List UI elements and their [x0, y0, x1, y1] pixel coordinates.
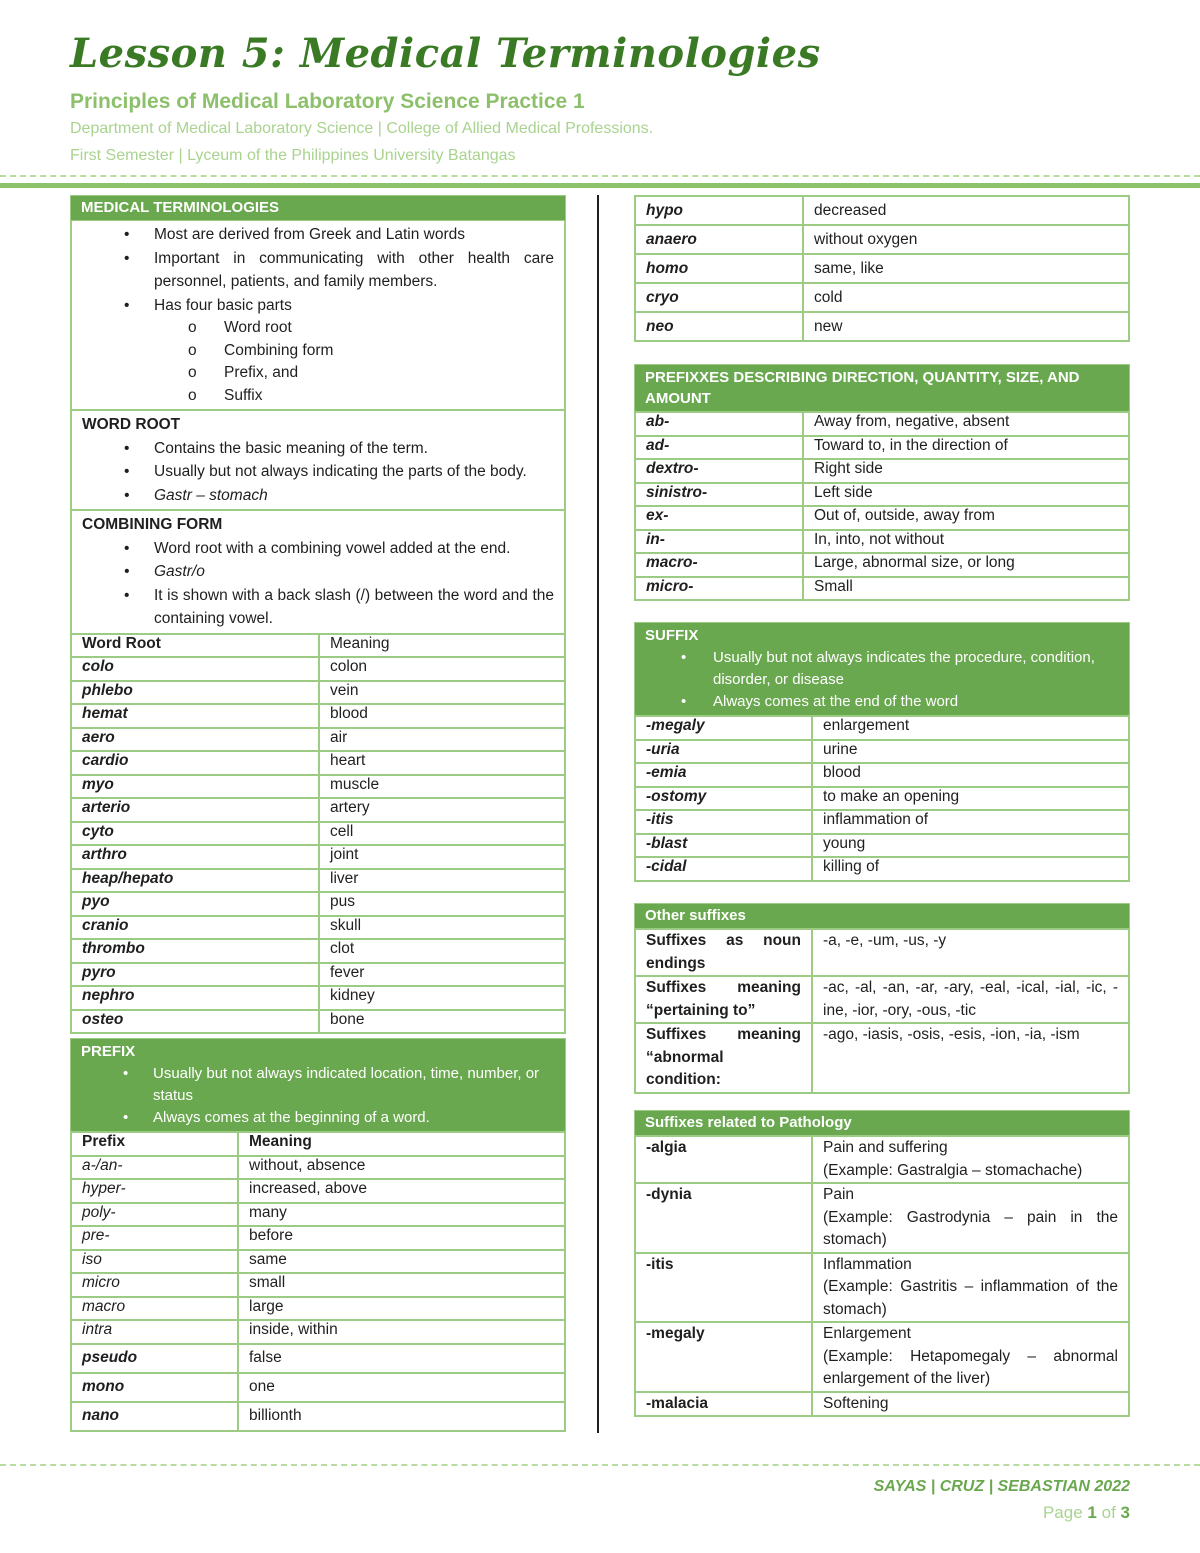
table-cell: joint [319, 845, 565, 869]
other-suffixes-block [634, 903, 1130, 1094]
section-title: PREFIX [81, 1043, 136, 1060]
meaning-text: Softening [823, 1394, 889, 1412]
direction-prefix-block [634, 364, 1130, 601]
page-title: Lesson 5: Medical Terminologies [70, 30, 821, 77]
suffix-table [634, 715, 1130, 882]
table-cell: -malacia [635, 1392, 812, 1417]
table-cell: Out of, outside, away from [803, 506, 1129, 530]
table-cell: billionth [238, 1402, 565, 1431]
table-cell: pyo [71, 892, 319, 916]
table-cell: -itis [635, 810, 812, 834]
bullet: • Important in communicating with other health care personnel, patients, and family members. [82, 247, 554, 294]
table-cell: -cidal [635, 857, 812, 881]
table-cell: -emia [635, 763, 812, 787]
table-cell: anaero [635, 225, 803, 254]
prefix-block [70, 1038, 566, 1432]
table-cell: inflammation of [812, 810, 1129, 834]
bullet: • Has four basic parts [82, 294, 554, 318]
table-cell: micro- [635, 577, 803, 601]
table-cell: air [319, 728, 565, 752]
table-cell: -blast [635, 834, 812, 858]
table-cell: enlargement [812, 716, 1129, 740]
total-pages: 3 [1120, 1503, 1130, 1522]
suffix-block [634, 622, 1130, 882]
example-text: (Example: Gastralgia – stomachache) [823, 1161, 1083, 1179]
semester-line: First Semester | Lyceum of the Philippines University Batangas [70, 147, 516, 164]
example-text: (Example: Gastrodynia – pain in the stomach) [823, 1208, 1118, 1248]
bullet: • Usually but not always indicated location, time, number, or status [81, 1063, 555, 1107]
table-cell: pyro [71, 963, 319, 987]
table-cell: -ac, -al, -an, -ar, -ary, -eal, -ical, -ial, -ic, -ine, -ior, -ory, -ous, -tic [812, 976, 1129, 1023]
table-cell: Suffixes meaning “pertaining to” [635, 976, 812, 1023]
table-cell: young [812, 834, 1129, 858]
table-cell: Large, abnormal size, or long [803, 553, 1129, 577]
table-cell: myo [71, 775, 319, 799]
bullet: • Gastr – stomach [82, 484, 554, 508]
table-cell: Right side [803, 459, 1129, 483]
table-cell: one [238, 1373, 565, 1402]
medical-terminologies-block [70, 195, 566, 1034]
of-word: of [1101, 1503, 1116, 1522]
bullet: • Gastr/o [82, 560, 554, 584]
table-cell: macro- [635, 553, 803, 577]
bullet: • Usually but not always indicating the parts of the body. [82, 460, 554, 484]
table-cell [812, 1392, 1129, 1417]
section-header: Suffixes related to Pathology [634, 1110, 1130, 1136]
sub-bullet: o Word root [82, 317, 554, 340]
word-root-section [72, 411, 564, 511]
table-cell: ad- [635, 436, 803, 460]
table-cell: cardio [71, 751, 319, 775]
table-cell: to make an opening [812, 787, 1129, 811]
direction-prefix-table [634, 411, 1130, 601]
current-page: 1 [1087, 1503, 1097, 1522]
table-cell: hemat [71, 704, 319, 728]
column-header: Meaning [319, 634, 565, 658]
table-cell: increased, above [238, 1179, 565, 1203]
section-header: Other suffixes [634, 903, 1130, 929]
table-cell: thrombo [71, 939, 319, 963]
section-title: WORD ROOT [82, 416, 181, 433]
prefix-continued-block [634, 195, 1130, 342]
table-cell: nephro [71, 986, 319, 1010]
table-cell: skull [319, 916, 565, 940]
prefix-continued-table [634, 195, 1130, 342]
bullet: • Most are derived from Greek and Latin words [82, 223, 554, 247]
pathology-suffixes-block [634, 1110, 1130, 1417]
department-line: Department of Medical Laboratory Science | College of Allied Medical Professions. [70, 120, 654, 137]
table-cell: muscle [319, 775, 565, 799]
bullet: • Usually but not always indicates the procedure, condition, disorder, or disease [645, 647, 1119, 691]
table-cell: phlebo [71, 681, 319, 705]
table-cell: killing of [812, 857, 1129, 881]
table-cell: cyto [71, 822, 319, 846]
footer-authors: SAYAS | CRUZ | SEBASTIAN 2022 [873, 1478, 1130, 1495]
intro-section [72, 221, 564, 411]
table-cell: aero [71, 728, 319, 752]
table-cell: intra [71, 1320, 238, 1344]
bullet: • It is shown with a back slash (/) between the word and the containing vowel. [82, 584, 554, 631]
table-cell: -algia [635, 1136, 812, 1183]
example-text: (Example: Gastritis – inflammation of the stomach) [823, 1278, 1118, 1318]
table-cell: liver [319, 869, 565, 893]
table-cell: arterio [71, 798, 319, 822]
table-cell: pre- [71, 1226, 238, 1250]
table-cell: false [238, 1344, 565, 1373]
table-cell: Suffixes as noun endings [635, 929, 812, 976]
sub-bullet: o Combining form [82, 340, 554, 363]
table-cell: -dynia [635, 1183, 812, 1253]
section-title: SUFFIX [645, 627, 699, 644]
table-cell: pseudo [71, 1344, 238, 1373]
table-cell: In, into, not without [803, 530, 1129, 554]
table-cell: inside, within [238, 1320, 565, 1344]
column-header: Meaning [238, 1132, 565, 1156]
section-header: MEDICAL TERMINOLOGIES [70, 195, 566, 221]
meaning-text: Pain and suffering [823, 1139, 948, 1156]
table-cell: hypo [635, 196, 803, 225]
table-cell: nano [71, 1402, 238, 1431]
section-title: COMBINING FORM [82, 516, 223, 533]
table-cell: bone [319, 1010, 565, 1034]
sub-bullet: o Suffix [82, 385, 554, 408]
table-cell [812, 1322, 1129, 1392]
table-cell: mono [71, 1373, 238, 1402]
combining-form-section [72, 511, 564, 633]
table-cell: colon [319, 657, 565, 681]
table-cell: pus [319, 892, 565, 916]
bullet: • Word root with a combining vowel added at the end. [82, 537, 554, 561]
table-cell: without, absence [238, 1156, 565, 1180]
table-cell: fever [319, 963, 565, 987]
prefix-header [70, 1038, 566, 1132]
header-solid-divider [0, 183, 1200, 188]
table-cell: vein [319, 681, 565, 705]
column-header: Prefix [71, 1132, 238, 1156]
table-cell: kidney [319, 986, 565, 1010]
table-cell: without oxygen [803, 225, 1129, 254]
table-cell: -megaly [635, 1322, 812, 1392]
table-cell: in- [635, 530, 803, 554]
sub-bullet: o Prefix, and [82, 362, 554, 385]
table-cell: micro [71, 1273, 238, 1297]
pathology-suffixes-table [634, 1135, 1130, 1417]
header-dashed-divider [0, 175, 1200, 177]
table-cell: artery [319, 798, 565, 822]
table-cell: -ostomy [635, 787, 812, 811]
table-cell: neo [635, 312, 803, 341]
meaning-text: Inflammation [823, 1255, 912, 1273]
table-cell: iso [71, 1250, 238, 1274]
table-cell: cold [803, 283, 1129, 312]
example-text: (Example: Hetapomegaly – abnormal enlargement of the liver) [823, 1347, 1118, 1387]
table-cell: urine [812, 740, 1129, 764]
bullet: • Contains the basic meaning of the term. [82, 437, 554, 461]
table-cell: decreased [803, 196, 1129, 225]
meaning-text: Pain [823, 1186, 855, 1203]
table-cell: ex- [635, 506, 803, 530]
meaning-text: Enlargement [823, 1325, 911, 1342]
table-cell: -megaly [635, 716, 812, 740]
table-cell: osteo [71, 1010, 319, 1034]
table-cell: heart [319, 751, 565, 775]
table-cell: sinistro- [635, 483, 803, 507]
table-cell: colo [71, 657, 319, 681]
table-cell: new [803, 312, 1129, 341]
table-cell: cell [319, 822, 565, 846]
table-cell: dextro- [635, 459, 803, 483]
table-cell: Small [803, 577, 1129, 601]
table-cell: macro [71, 1297, 238, 1321]
table-cell: clot [319, 939, 565, 963]
table-cell: heap/hepato [71, 869, 319, 893]
table-cell [812, 1253, 1129, 1323]
table-cell: blood [812, 763, 1129, 787]
other-suffixes-table [634, 928, 1130, 1094]
table-cell: blood [319, 704, 565, 728]
page-word: Page [1042, 1503, 1083, 1522]
column-divider [597, 195, 599, 1433]
suffix-header [634, 622, 1130, 716]
column-header: Word Root [71, 634, 319, 658]
table-cell: homo [635, 254, 803, 283]
table-cell: small [238, 1273, 565, 1297]
table-cell: many [238, 1203, 565, 1227]
table-cell: Toward to, in the direction of [803, 436, 1129, 460]
table-cell [812, 1136, 1129, 1183]
table-cell: cryo [635, 283, 803, 312]
prefix-table [70, 1131, 566, 1432]
table-cell: -ago, -iasis, -osis, -esis, -ion, -ia, -ism [812, 1023, 1129, 1093]
table-cell: cranio [71, 916, 319, 940]
footer-dashed-divider [0, 1464, 1200, 1466]
table-cell: before [238, 1226, 565, 1250]
course-subtitle: Principles of Medical Laboratory Science Practice 1 [70, 90, 585, 113]
table-cell: same [238, 1250, 565, 1274]
bullet: • Always comes at the beginning of a word. [81, 1107, 555, 1129]
section-header: PREFIXXES DESCRIBING DIRECTION, QUANTITY, SIZE, AND AMOUNT [634, 364, 1130, 412]
table-cell: Left side [803, 483, 1129, 507]
table-cell: hyper- [71, 1179, 238, 1203]
table-cell [812, 1183, 1129, 1253]
table-cell: poly- [71, 1203, 238, 1227]
table-cell: Suffixes meaning “abnormal condition: [635, 1023, 812, 1093]
table-cell: a-/an- [71, 1156, 238, 1180]
table-cell: -a, -e, -um, -us, -y [812, 929, 1129, 976]
table-cell: -uria [635, 740, 812, 764]
table-cell: arthro [71, 845, 319, 869]
table-cell: ab- [635, 412, 803, 436]
table-cell: same, like [803, 254, 1129, 283]
page-number [1043, 1503, 1130, 1523]
bullet: • Always comes at the end of the word [645, 691, 1119, 713]
word-root-table [70, 633, 566, 1035]
table-cell: Away from, negative, absent [803, 412, 1129, 436]
table-cell: large [238, 1297, 565, 1321]
table-cell: -itis [635, 1253, 812, 1323]
